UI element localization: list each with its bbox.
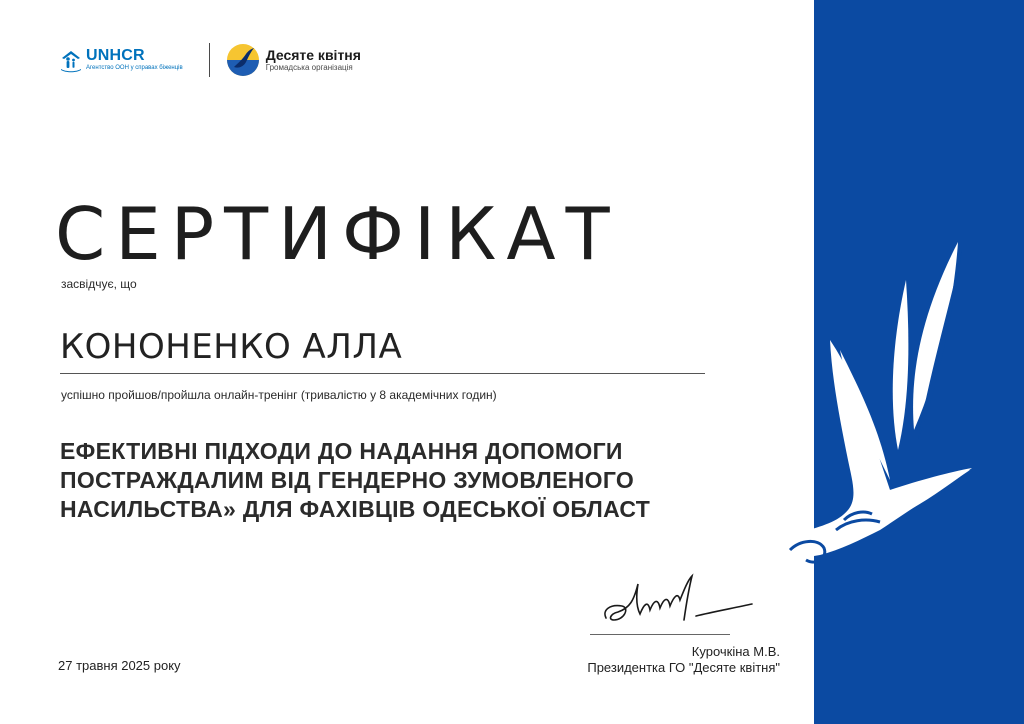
course-title — [60, 437, 760, 524]
signature — [600, 570, 760, 632]
org-name: Десяте квітня — [265, 46, 361, 63]
org-subtitle: Громадська організація — [265, 62, 353, 72]
unhcr-logo-icon — [58, 47, 84, 73]
signature-line — [590, 634, 730, 635]
issue-date: 27 травня 2025 року — [58, 658, 181, 673]
course-title-line: ПОСТРАЖДАЛИМ ВІД ГЕНДЕРНО ЗУМОВЛЕНОГО — [60, 467, 635, 493]
unhcr-name: UNHCR — [86, 47, 145, 64]
org-logo — [226, 43, 361, 77]
swallow-logo-icon — [226, 43, 260, 77]
swallow-icon — [740, 240, 980, 590]
course-title-line: НАСИЛЬСТВА» ДЛЯ ФАХІВЦІВ ОДЕСЬКОЇ ОБЛАСТ — [60, 496, 651, 522]
header-logos — [58, 40, 361, 80]
signer-name: Курочкіна М.В. — [691, 644, 780, 659]
logo-divider — [209, 43, 210, 77]
name-underline — [60, 373, 705, 374]
unhcr-logo — [58, 47, 183, 73]
unhcr-subtitle: Агентство ООН у справах біженців — [86, 65, 183, 71]
recipient-name: КОНОНЕНКО АЛЛА — [60, 327, 403, 367]
certifies-label: засвідчує, що — [61, 277, 137, 291]
signer-title: Президентка ГО "Десяте квітня" — [587, 660, 780, 675]
completion-text: успішно пройшов/пройшла онлайн-тренінг (тривалістю у 8 академічних годин) — [61, 388, 497, 402]
certificate-title: СЕРТИФІКАТ — [55, 192, 620, 276]
course-title-line: ЕФЕКТИВНІ ПІДХОДИ ДО НАДАННЯ ДОПОМОГИ — [60, 438, 623, 464]
signature-block — [520, 570, 810, 680]
